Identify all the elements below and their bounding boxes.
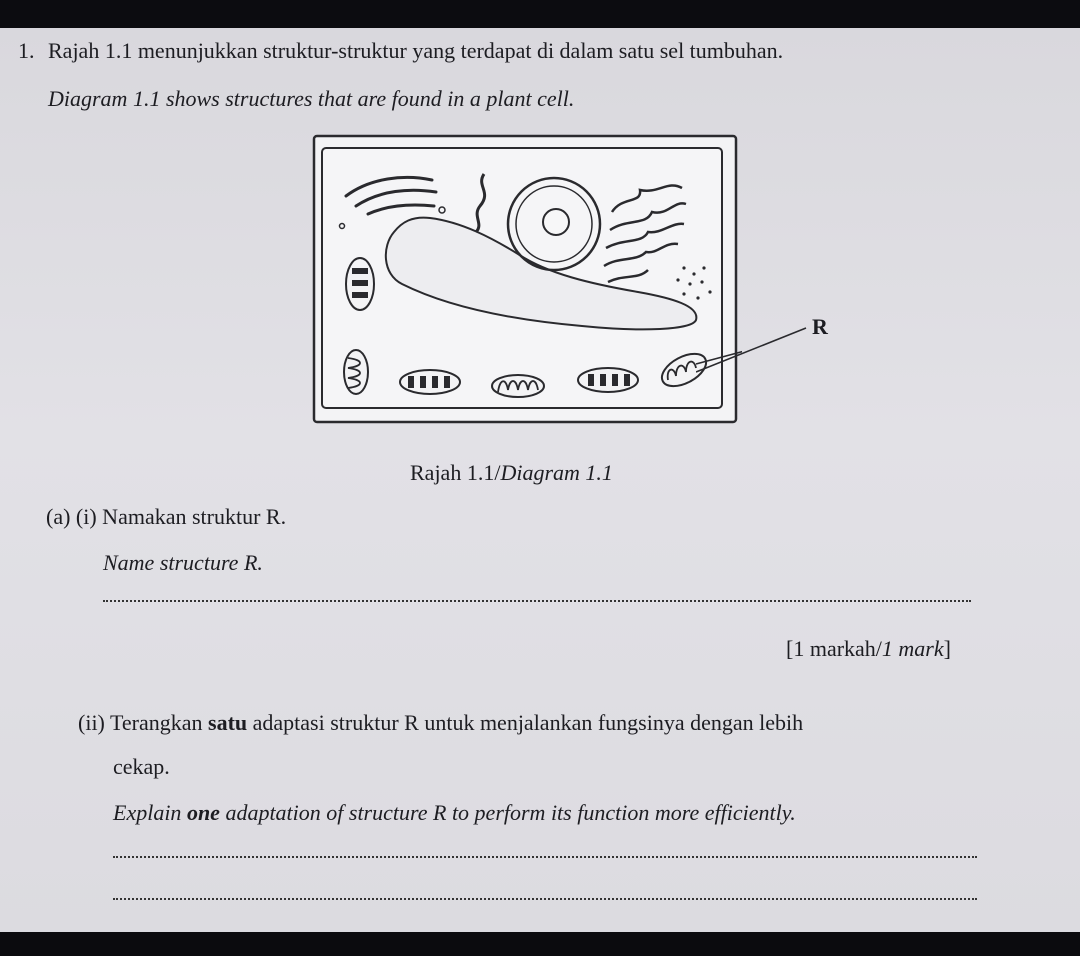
part-a-ii-english: Explain one adaptation of structure R to perform its function more efficiently. [113, 800, 796, 825]
part-a-ii-question: (ii) Terangkan satu adaptasi struktur R untuk menjalankan fungsinya dengan lebih [78, 710, 804, 735]
intro-english: Diagram 1.1 shows structures that are found in a plant cell. [48, 86, 575, 111]
marks-a-i: [1 markah/1 mark] [786, 636, 951, 661]
part-a-i-question: (a) (i) Namakan struktur R. [46, 504, 287, 529]
diagram-caption: Rajah 1.1/Diagram 1.1 [410, 460, 613, 485]
plant-cell-diagram [312, 134, 742, 430]
intro-malay: Rajah 1.1 menunjukkan struktur-struktur yang terdapat di dalam satu sel tumbuhan. [48, 38, 784, 63]
bottom-bezel [0, 932, 1080, 956]
answer-line-a-ii-1[interactable] [113, 856, 977, 858]
part-a-ii-line2: cekap. [113, 754, 170, 779]
chloroplast-bottom-1 [400, 370, 460, 394]
part-a-i-english: Name structure R. [103, 550, 263, 575]
question-number: 1. [18, 38, 35, 63]
mitochondrion-bottom [492, 375, 544, 397]
label-line-R-extension [696, 316, 808, 376]
mitochondrion-left [344, 350, 368, 394]
chloroplast-left [346, 258, 374, 310]
chloroplast-bottom-2 [578, 368, 638, 392]
answer-line-a-i[interactable] [103, 600, 971, 602]
label-R: R [812, 314, 828, 339]
answer-line-a-ii-2[interactable] [113, 898, 977, 900]
